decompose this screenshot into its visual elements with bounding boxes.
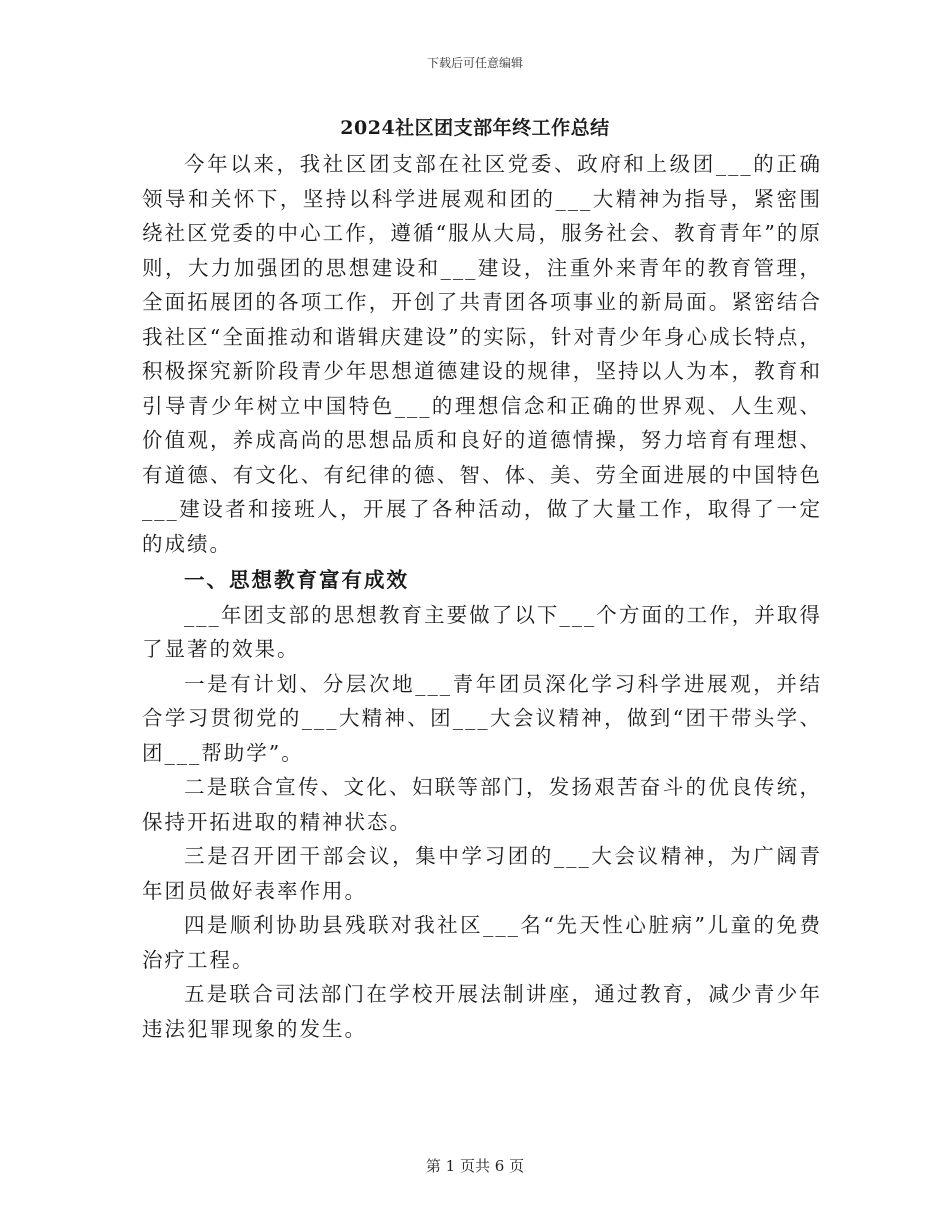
list-item: 五是联合司法部门在学校开展法制讲座，通过教育，减少青少年违法犯罪现象的发生。 xyxy=(142,982,822,1041)
page-number: 第 1 页共 6 页 xyxy=(425,1157,525,1175)
header-note: 下载后可任意编辑 xyxy=(426,56,523,70)
section-heading: 一、思想教育富有成效 xyxy=(184,568,409,592)
list-item: 一是有计划、分层次地___青年团员深化学习科学进展观，并结合学习贯彻党的___大精神、团___大会议精神，做到“团干带头学、团___帮助学”。 xyxy=(142,671,822,765)
list-item: 二是联合宣传、文化、妇联等部门，发扬艰苦奋斗的优良传统，保持开拓进取的精神状态。 xyxy=(142,775,822,834)
section-paragraph: ___年团支部的思想教育主要做了以下___个方面的工作，并取得了显著的效果。 xyxy=(142,602,822,661)
intro-paragraph: 今年以来，我社区团支部在社区党委、政府和上级团___的正确领导和关怀下，坚持以科学进展观和团的___大精神为指导，紧密围绕社区党委的中心工作，遵循“服从大局，服务社会、教育青年”的原则，大力加强团的思想建设和___建设，注重外来青年的教育管理，全面拓展团的各项工作，开创了共青团各项事业的新局面。紧密结合我社区“全面推动和谐辑庆建设”的实际，针对青少年身心成长特点，积极探究新阶段青少年思想道德建设的规律，坚持以人为本，教育和引导青少年树立中国特色___的理想信念和正确的世界观、人生观、价值观，养成高尚的思想品质和良好的道德情操，努力培育有理想、有道德、有文化、有纪律的德、智、体、美、劳全面进展的中国特色___建设者和接班人，开展了各种活动，做了大量工作，取得了一定的成绩。 xyxy=(142,152,822,556)
list-item: 三是召开团干部会议，集中学习团的___大会议精神，为广阔青年团员做好表率作用。 xyxy=(142,844,822,903)
document-body xyxy=(142,147,822,1046)
list-item: 四是顺利协助县残联对我社区___名“先天性心脏病”儿童的免费治疗工程。 xyxy=(142,913,822,972)
document-title: 2024社区团支部年终工作总结 xyxy=(340,117,610,139)
